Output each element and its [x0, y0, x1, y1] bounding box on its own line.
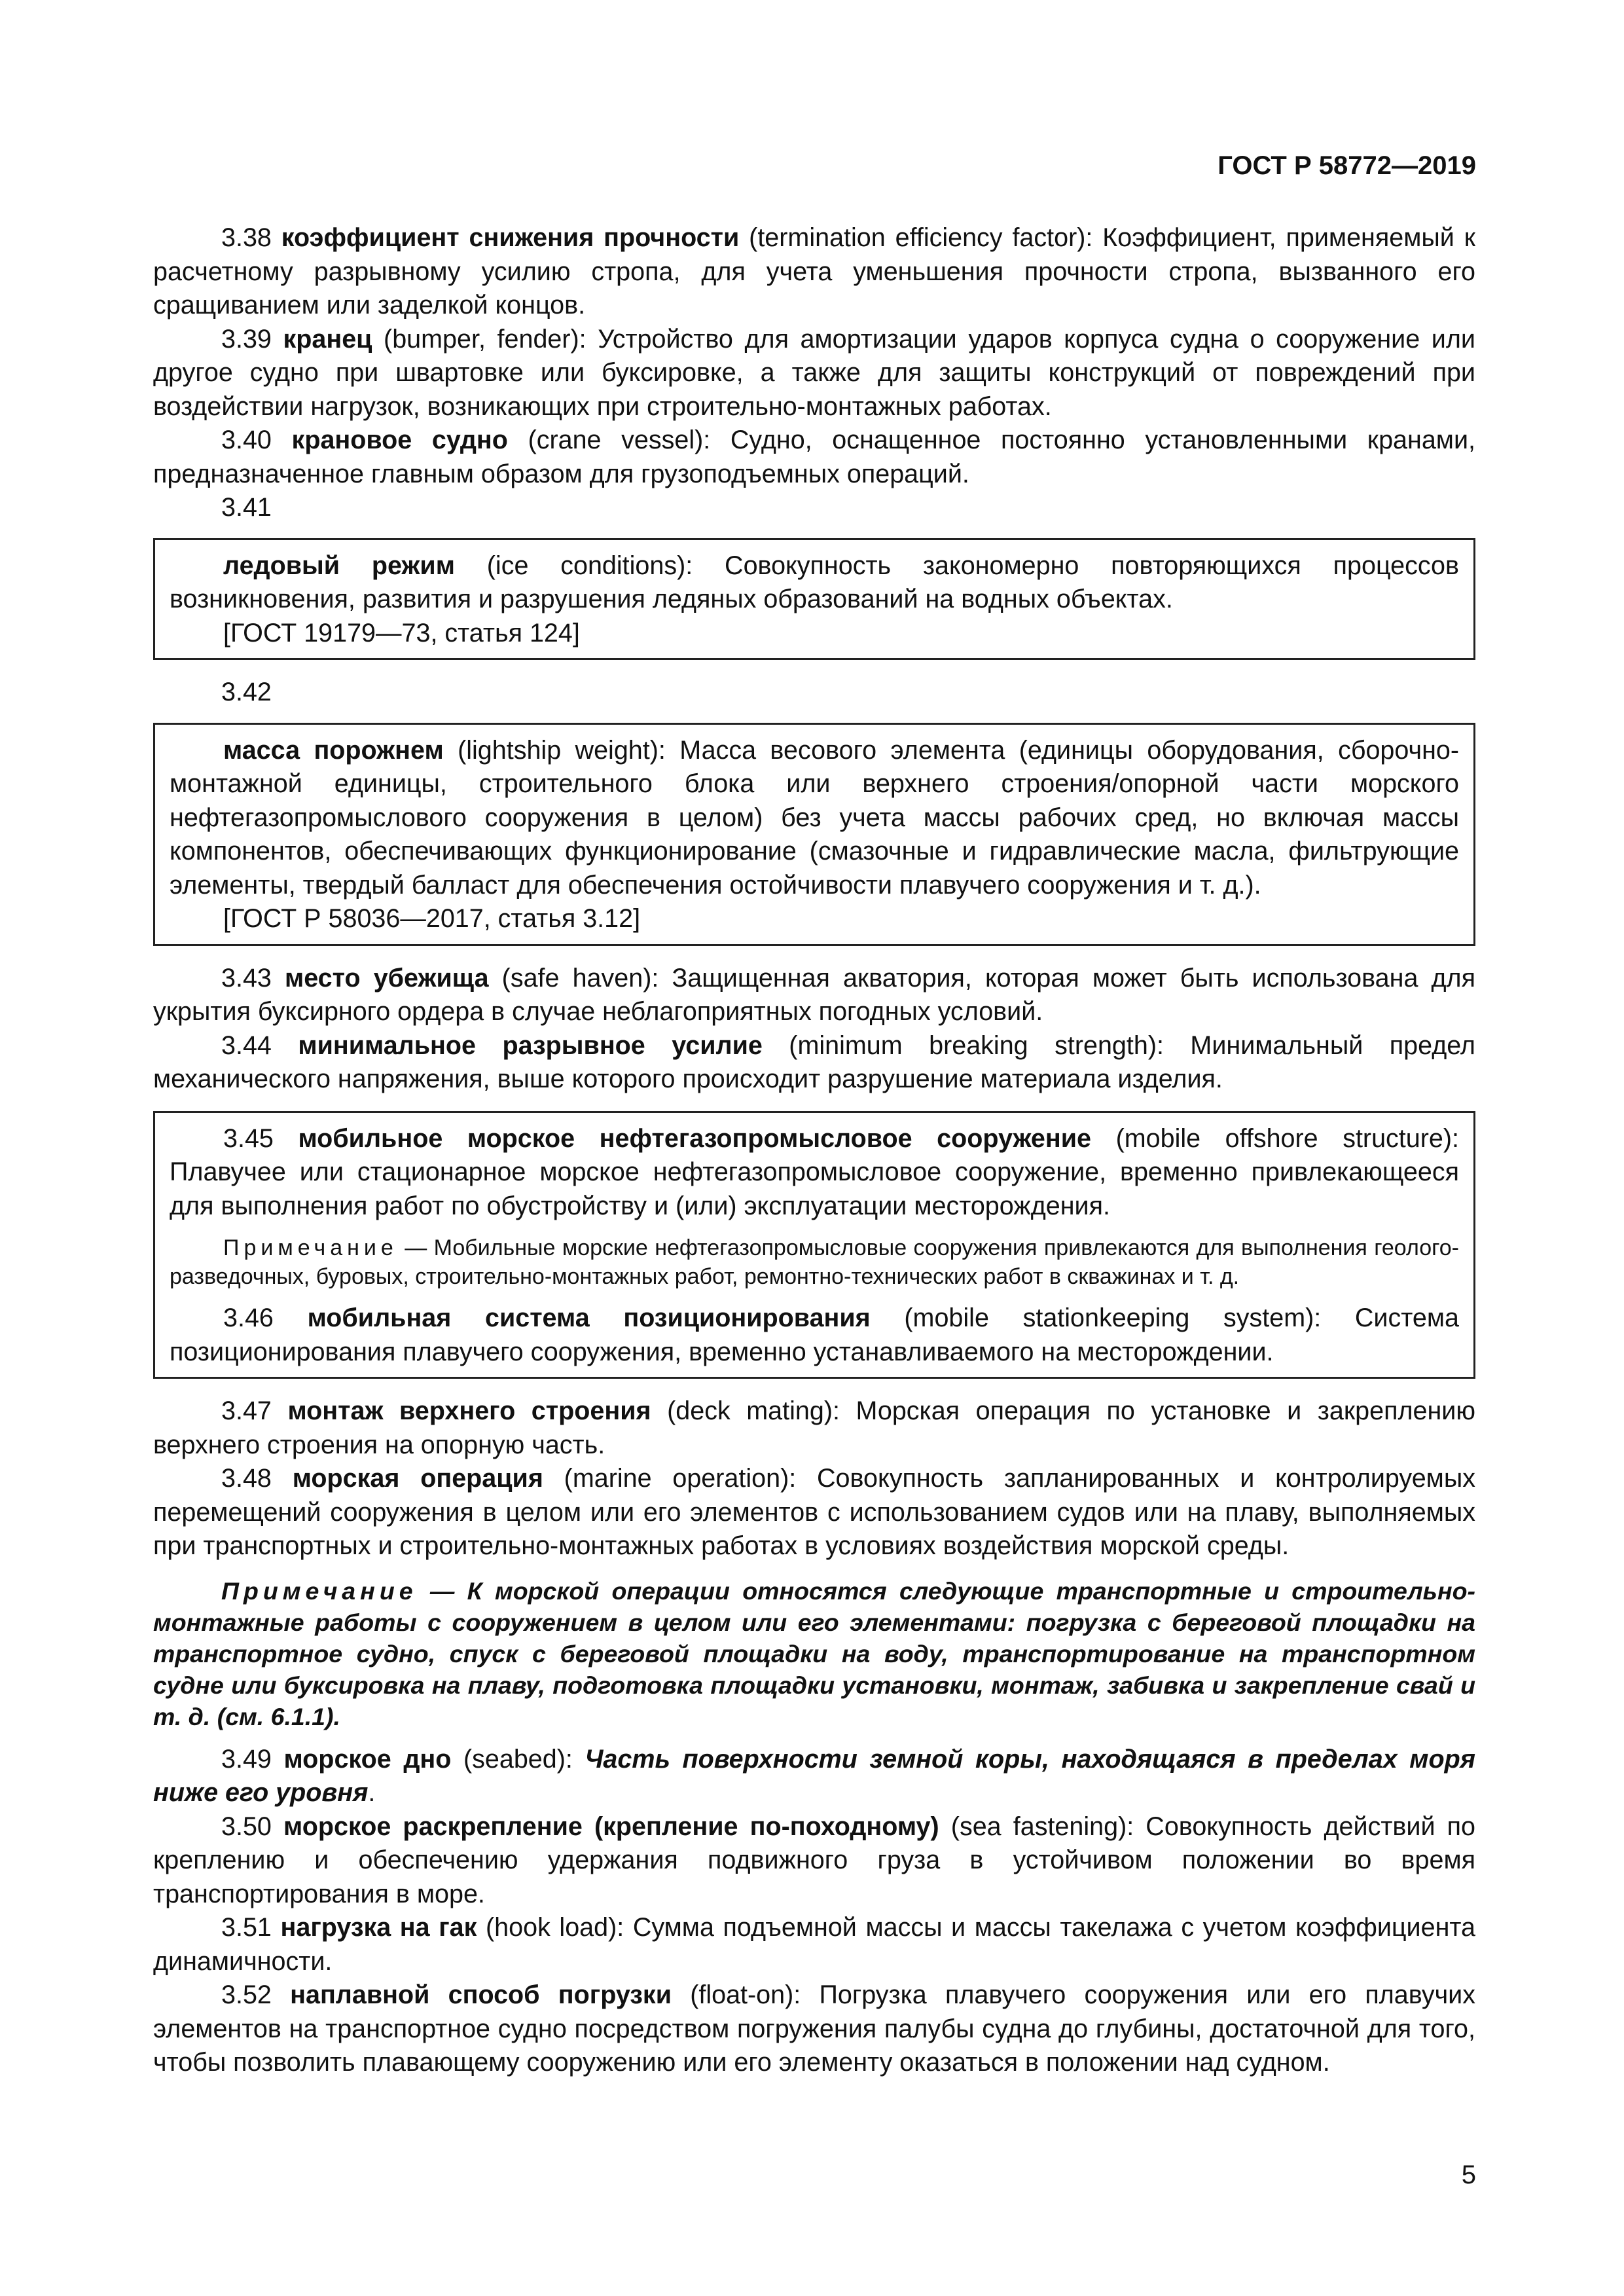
entry-term: морское дно: [283, 1744, 452, 1774]
entry-number: 3.48: [221, 1464, 272, 1493]
source-reference: [ГОСТ Р 58036—2017, статья 3.12]: [223, 904, 641, 933]
entry-definition: (sea fastening): Совокупность действий по креплению и обеспечению удержания подвижного груза в устойчивом положении во время транспортирования в море.: [153, 1812, 1475, 1908]
entry-term: нагрузка на гак: [280, 1913, 477, 1942]
entry-3-44: [153, 1029, 1475, 1097]
entry-definition: (minimum breaking strength): Минимальный предел механического напряжения, выше которого происходит разрушение материала изделия.: [153, 1030, 1475, 1093]
entry-definition: (float-on): Погрузка плавучего сооружения или его плавучих элементов на транспортное судно посредством погружения палубы судна до глубины, достаточной для того, чтобы позволить плавающему сооружению или его элементу оказаться в положении над судном.: [153, 1980, 1475, 2077]
entry-3-52: [153, 1978, 1475, 2080]
entry-term: морская операция: [292, 1464, 543, 1493]
entry-number: 3.43: [221, 963, 272, 993]
entry-3-49: [153, 1743, 1475, 1810]
entry-number: 3.40: [221, 426, 272, 454]
note-text: — Мобильные морские нефтегазопромысловые сооружения привлекаются для выполнения геолого-разведочных, буровых, строительно-монтажных работ, ремонтно-технических работ в скважинах и т. д.: [170, 1235, 1459, 1289]
quoted-definition-box-3-41: [153, 538, 1475, 661]
entry-number-3-42: 3.42: [221, 678, 272, 706]
entry-definition: (lightship weight): Масса весового элемента (единицы оборудования, сборочно-монтажной единицы, строительного блока или верхнего строения/опорной части морского нефтегазопромыслового сооружения в целом) без учета массы рабочих сред, но включая массы компонентов, обеспечивающих функционирование (смазочные и гидравлические масла, фильтрующие элементы, твердый балласт для обеспечения остойчивости плавучего сооружения и т. д.).: [170, 735, 1460, 900]
entry-term: ледовый режим: [223, 551, 455, 580]
note-label: Примечание: [223, 1235, 398, 1260]
entry-3-40: [153, 424, 1475, 491]
quoted-definition-box-3-42: [153, 723, 1475, 946]
entry-term: коэффициент снижения прочности: [281, 223, 740, 252]
entry-definition: (bumper, fender): Устройство для амортизации ударов корпуса судна о сооружение или другое судно при швартовке или буксировке, а также для защиты конструкций от повреждений при воздействии нагрузок, возникающих при строительно-монтажных работах.: [153, 324, 1475, 421]
entry-number: 3.51: [221, 1913, 272, 1942]
entry-3-42: [170, 734, 1459, 903]
entry-definition: (hook load): Сумма подъемной массы и массы такелажа с учетом коэффициента динамичности.: [153, 1913, 1476, 1976]
entry-definition: (safe haven): Защищенная акватория, которая может быть использована для укрытия буксирного ордера в случае неблагоприятных погодных условий.: [153, 963, 1475, 1026]
entry-term: кранец: [283, 324, 372, 354]
entry-number: 3.39: [221, 324, 272, 354]
entry-term: мобильное морское нефтегазопромысловое сооружение: [298, 1123, 1092, 1153]
entry-number: 3.45: [223, 1123, 274, 1153]
entry-3-39: [153, 323, 1475, 424]
entry-term: место убежища: [285, 963, 489, 993]
entry-definition: (marine operation): Совокупность запланированных и контролируемых перемещений сооружения в целом или его элементов с использованием судов или на плаву, выполняемых при транспортных и строительно-монтажных работах в условиях воздействия морской среды.: [153, 1464, 1475, 1560]
entry-3-50: [153, 1810, 1475, 1912]
entry-term: морское раскрепление (крепление по-походному): [283, 1812, 939, 1841]
note-label: Примечание: [221, 1576, 418, 1605]
note-text: — К морской операции относятся следующие транспортные и строительно-монтажные работы с сооружением в целом или его элементами: погрузка с береговой площадки на транспортное судно, спуск с береговой площадки на воду, транспортирование на транспортном судне или буксировка на плаву, подготовка площадки установки, монтаж, забивка и закрепление свай и т. д. (см. 6.1.1).: [153, 1576, 1475, 1730]
entry-number: 3.44: [221, 1030, 272, 1060]
entry-term: минимальное разрывное усилие: [298, 1030, 763, 1060]
entry-number: 3.49: [221, 1744, 272, 1774]
entry-term: крановое судно: [291, 426, 508, 454]
entry-3-41: [170, 549, 1459, 617]
entry-definition: (crane vessel): Судно, оснащенное постоянно установленными кранами, предназначенное главным образом для грузоподъемных операций.: [153, 426, 1476, 488]
entry-3-38: [153, 221, 1475, 323]
entry-number: 3.46: [223, 1303, 274, 1332]
modified-definitions-box: [153, 1111, 1475, 1379]
entry-term: мобильная система позиционирования: [307, 1303, 871, 1332]
entry-definition-tail: .: [368, 1778, 376, 1807]
page-number: 5: [1461, 2160, 1476, 2189]
entry-definition: (mobile offshore structure): Плавучее или стационарное морское нефтегазопромысловое сооружение, временно привлекающееся для выполнения работ по обустройству и (или) эксплуатации месторождения.: [170, 1123, 1459, 1220]
entry-definition: (seabed):: [451, 1744, 585, 1774]
entry-definition: (mobile stationkeeping system): Система позиционирования плавучего сооружения, временно устанавливаемого на месторождении.: [170, 1303, 1459, 1366]
entry-number: 3.38: [221, 223, 272, 252]
entry-definition: (termination efficiency factor): Коэффициент, применяемый к расчетному разрывному усилию стропа, для учета уменьшения прочности стропа, вызванного его сращиванием или заделкой концов.: [153, 223, 1476, 319]
document-body: [153, 221, 1475, 2080]
entry-3-45: [170, 1122, 1459, 1224]
entry-term: масса порожнем: [223, 735, 444, 765]
entry-term: наплавной способ погрузки: [290, 1980, 672, 2009]
note-3-48: [153, 1575, 1475, 1732]
entry-definition: (deck mating): Морская операция по установке и закреплению верхнего строения на опорную часть.: [153, 1396, 1475, 1459]
entry-3-47: [153, 1394, 1475, 1462]
entry-number-3-41: 3.41: [221, 493, 272, 522]
entry-3-46: [170, 1302, 1459, 1369]
entry-3-48: [153, 1462, 1475, 1563]
entry-definition: (ice conditions): Совокупность закономерно повторяющихся процессов возникновения, развития и разрушения ледяных образований на водных объектах.: [170, 551, 1459, 613]
entry-definition-emphasis: Часть поверхности земной коры, находящаяся в пределах моря ниже его уровня: [153, 1744, 1475, 1807]
source-reference: [ГОСТ 19179—73, статья 124]: [223, 618, 580, 647]
standard-header: ГОСТ Р 58772—2019: [1218, 151, 1476, 180]
entry-number: 3.52: [221, 1980, 272, 2009]
entry-term: монтаж верхнего строения: [287, 1396, 651, 1425]
entry-3-43: [153, 962, 1475, 1029]
entry-3-51: [153, 1911, 1475, 1978]
entry-number: 3.50: [221, 1812, 272, 1841]
note-3-45: [170, 1233, 1459, 1291]
entry-number: 3.47: [221, 1396, 272, 1425]
